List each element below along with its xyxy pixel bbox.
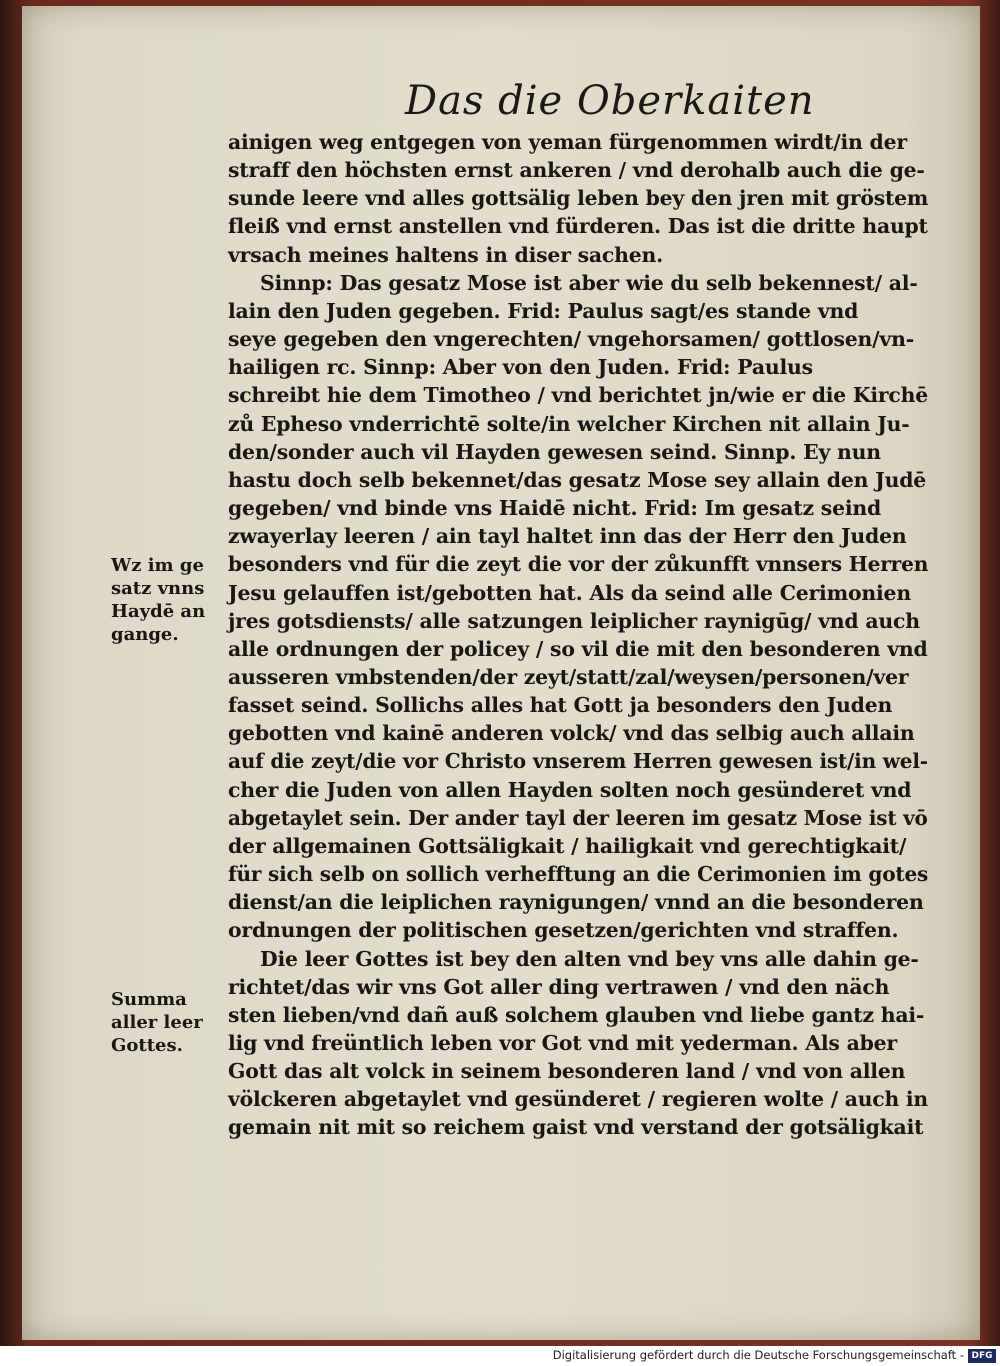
- text-line: ainigen weg entgegen von yeman fürgenommen wirdt/in der: [228, 130, 907, 154]
- text-line: hailigen rc. Sinnp: Aber von den Juden. Frid: Paulus: [228, 355, 813, 380]
- text-line: für sich selb on sollich verhefftung an die Cerimonien im gotes: [228, 862, 929, 887]
- text-line: Die leer Gottes ist bey den alten vnd bey vns alle dahin ge-: [260, 946, 919, 971]
- marginal-line: aller leer: [111, 1012, 203, 1033]
- marginal-line: satz vnns: [111, 578, 205, 599]
- text-line: alle ordnungen der policey / so vil die mit den besonderen vnd: [228, 636, 928, 661]
- text-line: zwayerlay leeren / ain tayl haltet inn das der Herr den Juden: [228, 524, 907, 549]
- running-head: Das die Oberkaiten: [405, 78, 815, 124]
- text-line: ordnungen der politischen gesetzen/gerichten vnd straffen.: [228, 918, 899, 943]
- footer-credit: Digitalisierung gefördert durch die Deutsche Forschungsgemeinschaft -: [552, 1348, 964, 1362]
- text-line: gemain nit mit so reichem gaist vnd verstand der gotsäligkait: [228, 1115, 924, 1140]
- text-line: vrsach meines haltens in diser sachen.: [228, 242, 664, 267]
- main-text-block: [228, 128, 928, 1142]
- text-line: jres gotsdiensts/ alle satzungen leiplicher raynigūg/ vnd auch: [228, 608, 920, 633]
- text-line: sunde leere vnd alles gottsälig leben bey den jren mit gröstem: [228, 186, 929, 211]
- text-line: fasset seind. Sollichs alles hat Gott ja besonders den Juden: [228, 693, 893, 718]
- text-line: dienst/an die leiplichen raynigungen/ vnnd an die besonderen: [228, 890, 924, 915]
- text-line: den/sonder auch vil Hayden gewesen seind. Sinnp. Ey nun: [228, 439, 881, 464]
- footer-bar: [0, 1346, 1000, 1366]
- text-line: Gott das alt volck in seinem besonderen land / vnd von allen: [228, 1059, 906, 1084]
- text-line: lig vnd freüntlich leben vor Got vnd mit yederman. Als aber: [228, 1031, 897, 1055]
- text-line: gebotten vnd kainē anderen volck/ vnd das selbig auch allain: [228, 721, 915, 746]
- text-line: Jesu gelauffen ist/gebotten hat. Als da seind alle Cerimonien: [228, 580, 911, 605]
- text-line: besonders vnd für die zeyt die vor der zůkunfft vnnsers Herren: [228, 552, 929, 577]
- text-line: der allgemainen Gottsäligkait / hailigkait vnd gerechtigkait/: [228, 833, 907, 858]
- text-line: straff den höchsten ernst ankeren / vnd derohalb auch die ge-: [228, 158, 925, 183]
- marginal-line: gange.: [111, 624, 179, 645]
- text-line: völckeren abgetaylet vnd gesünderet / regieren wolte / auch in: [228, 1087, 928, 1112]
- text-line: Sinnp: Das gesatz Mose ist aber wie du selb bekennest/ al-: [260, 270, 918, 295]
- marginal-note-1: [111, 554, 221, 646]
- marginal-line: Summa: [111, 989, 187, 1010]
- text-line: lain den Juden gegeben. Frid: Paulus sagt/es stande vnd: [228, 298, 859, 323]
- marginal-line: Haydē an: [111, 601, 206, 622]
- text-line: abgetaylet sein. Der ander tayl der leeren im gesatz Mose ist vō: [228, 805, 928, 830]
- text-line: auf die zeyt/die vor Christo vnserem Herren gewesen ist/in wel-: [228, 749, 928, 774]
- text-line: gegeben/ vnd binde vns Haidē nicht. Frid: Im gesatz seind: [228, 496, 882, 521]
- text-line: sten lieben/vnd dañ auß solchem glauben vnd liebe gantz hai-: [228, 1002, 925, 1027]
- marginal-line: Gottes.: [111, 1035, 183, 1056]
- text-line: richtet/das wir vns Got aller ding vertrawen / vnd den näch: [228, 974, 890, 999]
- text-line: hastu doch selb bekennet/das gesatz Mose sey allain den Judē: [228, 467, 927, 492]
- text-line: seye gegeben den vngerechten/ vngehorsamen/ gottlosen/vn-: [228, 327, 914, 352]
- dfg-logo-icon: DFG: [968, 1349, 996, 1363]
- marginal-note-2: [111, 988, 221, 1057]
- marginal-line: Wz im ge: [111, 555, 204, 576]
- text-line: fleiß vnd ernst anstellen vnd fürderen. Das ist die dritte haupt: [228, 214, 928, 239]
- text-line: schreibt hie dem Timotheo / vnd berichtet jn/wie er die Kirchē: [228, 383, 928, 408]
- text-line: cher die Juden von allen Hayden solten noch gesünderet vnd: [228, 777, 912, 802]
- text-line: zů Epheso vnderrichtē solte/in welcher Kirchen nit allain Ju-: [228, 411, 910, 436]
- text-line: ausseren vmbstenden/der zeyt/statt/zal/weysen/personen/ver: [228, 664, 909, 689]
